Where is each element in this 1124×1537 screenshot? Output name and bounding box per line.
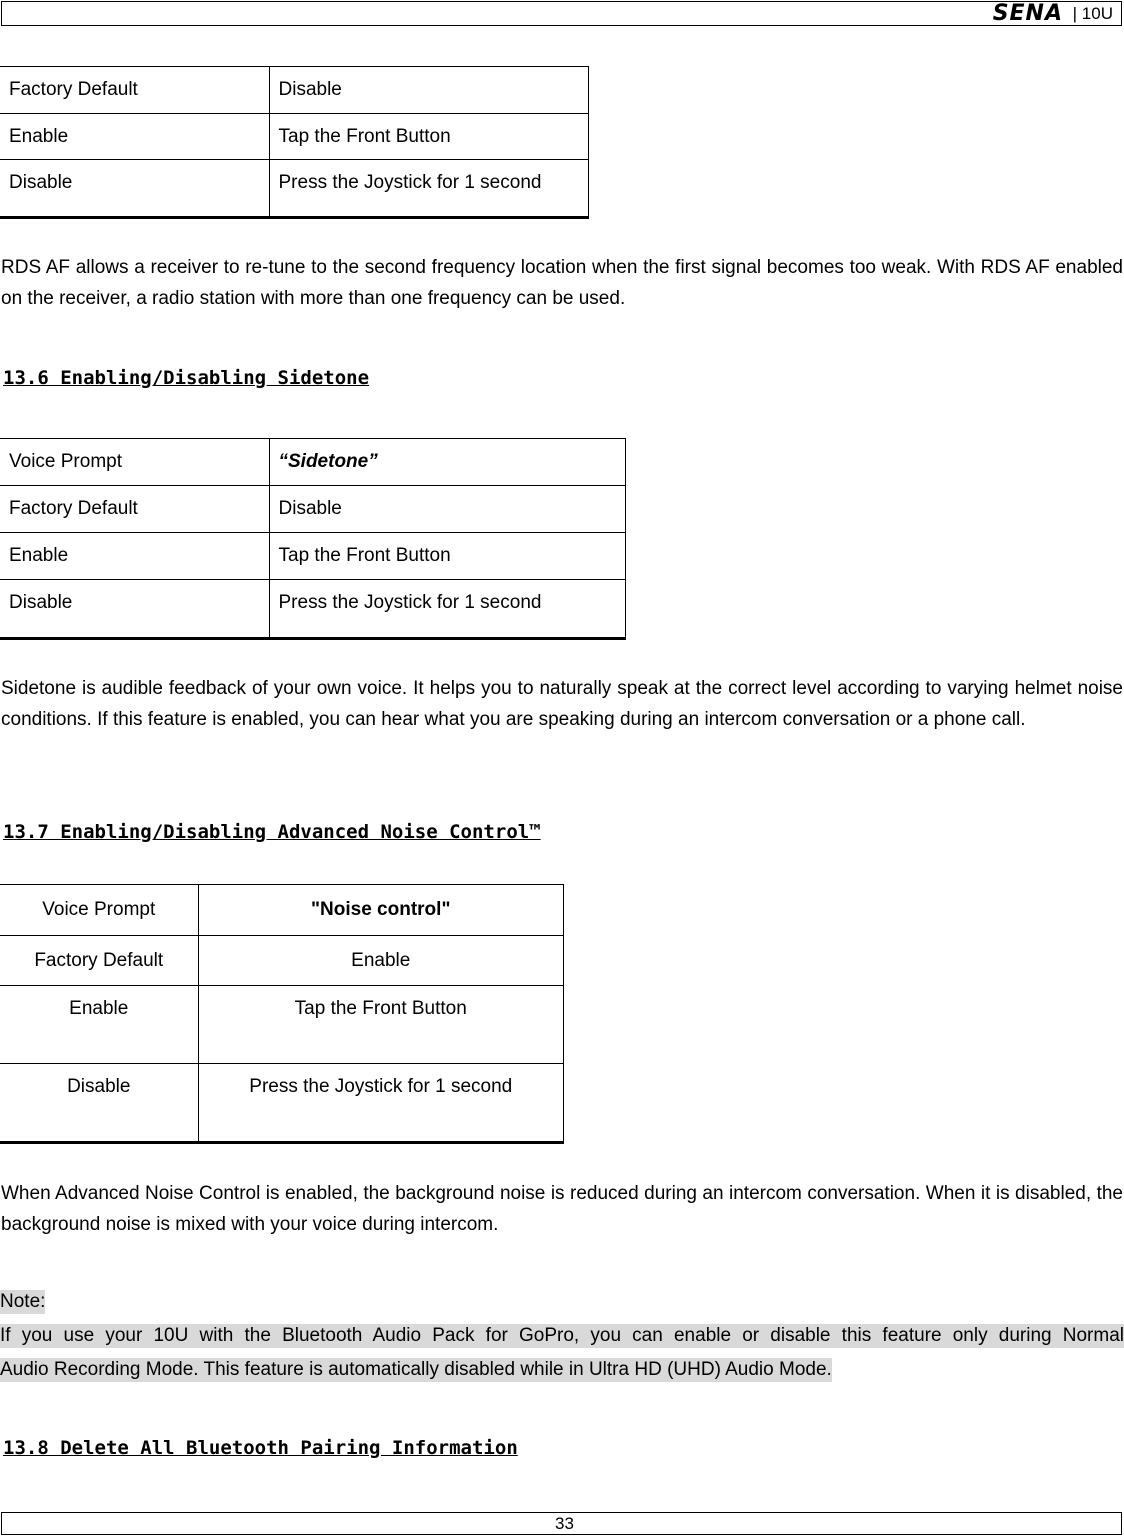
- sena-logo: SENA: [992, 1, 1063, 26]
- sidetone-table: [0, 438, 626, 640]
- table-cell: Press the Joystick for 1 second: [269, 580, 626, 639]
- note-label: Note:: [0, 1291, 46, 1312]
- table-row: [0, 114, 589, 160]
- table-cell: "Noise control": [198, 885, 564, 936]
- table-cell: Disable: [0, 580, 269, 639]
- table-cell: “Sidetone”: [269, 439, 626, 486]
- noise-control-paragraph: When Advanced Noise Control is enabled, the background noise is reduced during an intercom conversation. When it is disabled, the background noise is mixed with your voice during intercom.: [1, 1183, 1123, 1235]
- table-cell: Enable: [0, 114, 269, 160]
- table-cell: Factory Default: [0, 486, 269, 533]
- noise-control-table: [0, 884, 564, 1144]
- note-line-2: Audio Recording Mode. This feature is automatically disabled while in Ultra HD (UHD) Audio Mode.: [0, 1359, 832, 1380]
- table-cell: Voice Prompt: [0, 439, 269, 486]
- table-cell: Disable: [269, 67, 589, 114]
- table-cell: Voice Prompt: [0, 885, 198, 936]
- table-row: [0, 885, 564, 936]
- note-line-1: If you use your 10U with the Bluetooth Audio Pack for GoPro, you can enable or disable this feature only during Normal: [0, 1325, 1124, 1346]
- table-cell: Disable: [0, 1064, 198, 1143]
- table-cell: Factory Default: [0, 67, 269, 114]
- table-cell: Enable: [0, 986, 198, 1064]
- table-cell: Disable: [269, 486, 626, 533]
- table-row: [0, 580, 626, 639]
- table-cell: Press the Joystick for 1 second: [269, 160, 589, 218]
- sidetone-paragraph: Sidetone is audible feedback of your own voice. It helps you to naturally speak at the correct level according to varying helmet noise conditions. If this feature is enabled, you can hear what you are speaking during an intercom conversation or a phone call.: [1, 678, 1123, 730]
- table-row: [0, 1064, 564, 1143]
- page-number: 33: [555, 1514, 574, 1533]
- table-cell: Enable: [198, 936, 564, 986]
- table-row: [0, 986, 564, 1064]
- table-row: [0, 160, 589, 218]
- table-cell: Tap the Front Button: [269, 114, 589, 160]
- table-cell: Enable: [0, 533, 269, 580]
- page-header: [1, 1, 1122, 26]
- table-row: [0, 439, 626, 486]
- table-cell: Tap the Front Button: [269, 533, 626, 580]
- model-label: | 10U: [1072, 4, 1113, 23]
- rds-settings-table: [0, 66, 589, 219]
- section-heading-13-7: 13.7 Enabling/Disabling Advanced Noise Control™: [3, 821, 541, 843]
- table-cell: Factory Default: [0, 936, 198, 986]
- table-row: [0, 67, 589, 114]
- section-heading-13-6: 13.6 Enabling/Disabling Sidetone: [3, 367, 370, 389]
- page-footer: [1, 1512, 1122, 1535]
- rds-paragraph: RDS AF allows a receiver to re-tune to the second frequency location when the first signal becomes too weak. With RDS AF enabled on the receiver, a radio station with more than one frequency can be used.: [1, 257, 1123, 309]
- table-cell: Tap the Front Button: [198, 986, 564, 1064]
- table-cell: Press the Joystick for 1 second: [198, 1064, 564, 1143]
- table-row: [0, 486, 626, 533]
- table-cell: Disable: [0, 160, 269, 218]
- table-row: [0, 533, 626, 580]
- section-heading-13-8: 13.8 Delete All Bluetooth Pairing Information: [3, 1437, 518, 1459]
- table-row: [0, 936, 564, 986]
